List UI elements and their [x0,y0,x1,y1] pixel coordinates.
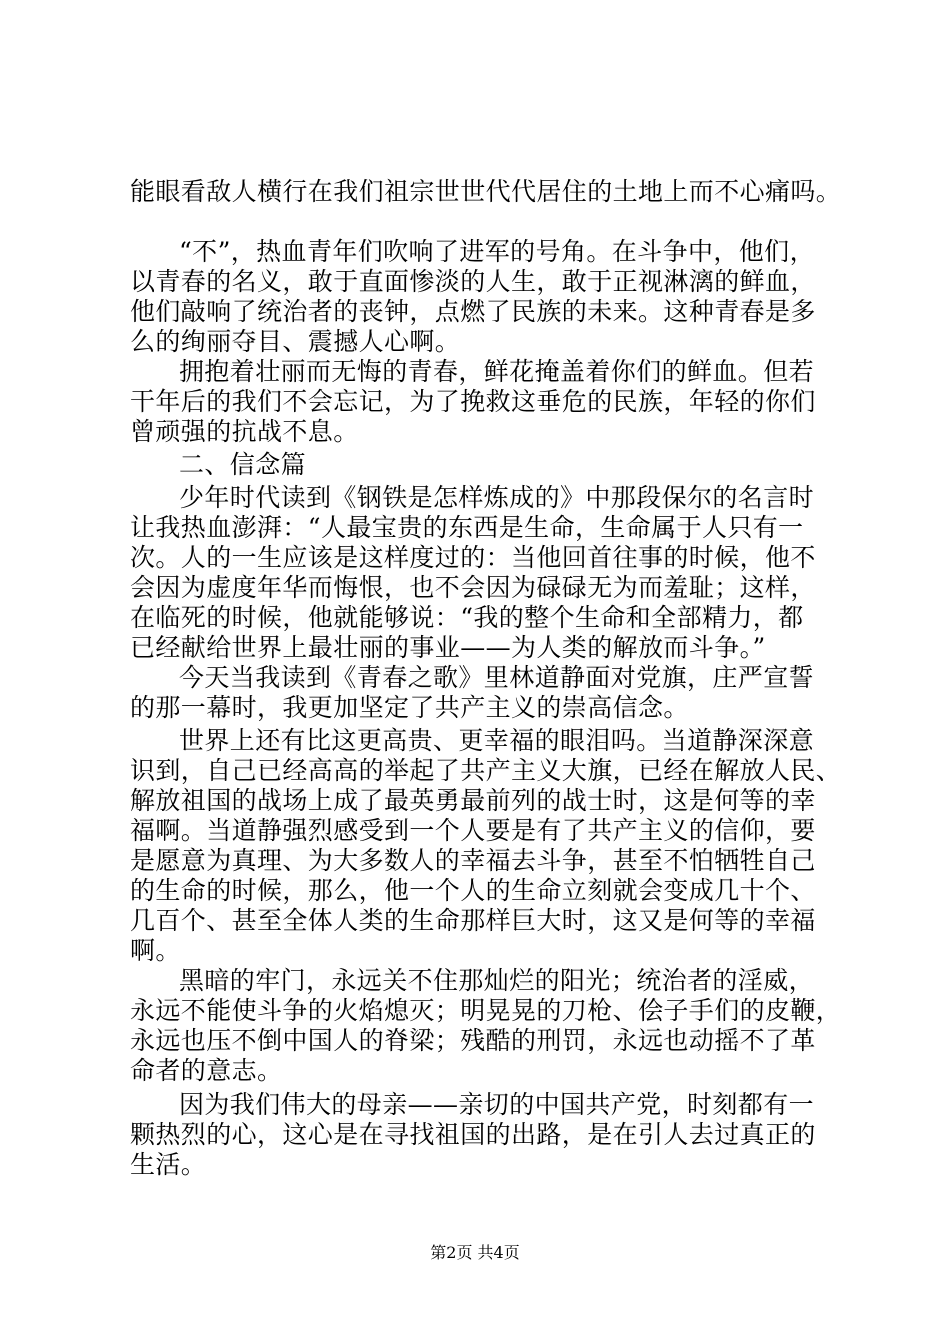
text-line: 会因为虚度年华而悔恨，也不会因为碌碌无为而羞耻；这样， [130,573,816,602]
text-line: 以青春的名义，敢于直面惨淡的人生，敢于正视淋漓的鲜血， [130,267,816,296]
text-line: 曾顽强的抗战不息。 [130,417,359,446]
text-line: 永远也压不倒中国人的脊梁；残酷的刑罚，永远也动摇不了革 [130,1026,816,1055]
text-line: 在临死的时候，他就能够说：“我的整个生命和全部精力，都 [130,603,804,632]
text-line: 生活。 [130,1150,207,1179]
text-line: 因为我们伟大的母亲——亲切的中国共产党，时刻都有一 [179,1090,815,1119]
text-line: 的那一幕时，我更加坚定了共产主义的崇高信念。 [130,693,689,722]
text-line: 识到，自己已经高高的举起了共产主义大旗，已经在解放人民、 [130,756,842,785]
text-line: 几百个、甚至全体人类的生命那样巨大时，这又是何等的幸福 [130,906,816,935]
text-line: 他们敲响了统治者的丧钟，点燃了民族的未来。这种青春是多 [130,297,816,326]
text-line: “不”，热血青年们吹响了进军的号角。在斗争中，他们， [179,237,815,266]
text-line: 世界上还有比这更高贵、更幸福的眼泪吗。当道静深深意 [179,726,815,755]
page-footer: 第2页 共4页 [430,1243,520,1262]
text-line: 么的绚丽夺目、震撼人心啊。 [130,327,461,356]
text-line: 干年后的我们不会忘记，为了挽救这垂危的民族，年轻的你们 [130,387,816,416]
text-line: 拥抱着壮丽而无悔的青春，鲜花掩盖着你们的鲜血。但若 [179,357,815,386]
text-line: 少年时代读到《钢铁是怎样炼成的》中那段保尔的名言时 [179,483,815,512]
text-line: 解放祖国的战场上成了最英勇最前列的战士时，这是何等的幸 [130,786,816,815]
text-line: 的生命的时候，那么，他一个人的生命立刻就会变成几十个、 [130,876,816,905]
text-line: 今天当我读到《青春之歌》里林道静面对党旗，庄严宣誓 [179,663,815,692]
text-line: 二、信念篇 [179,450,307,479]
text-line: 能眼看敌人横行在我们祖宗世世代代居住的土地上而不心痛吗。 [130,177,842,206]
text-line: 次。人的一生应该是这样度过的：当他回首往事的时候，他不 [130,543,816,572]
text-line: 福啊。当道静强烈感受到一个人要是有了共产主义的信仰，要 [130,816,816,845]
text-line: 命者的意志。 [130,1056,283,1085]
text-line: 永远不能使斗争的火焰熄灭；明晃晃的刀枪、侩子手们的皮鞭， [130,996,842,1025]
text-line: 颗热烈的心，这心是在寻找祖国的出路，是在引人去过真正的 [130,1120,816,1149]
text-line: 啊。 [130,936,181,965]
text-line: 是愿意为真理、为大多数人的幸福去斗争，甚至不怕牺牲自己 [130,846,816,875]
text-line: 黑暗的牢门，永远关不住那灿烂的阳光；统治者的淫威， [179,966,815,995]
text-line: 已经献给世界上最壮丽的事业——为人类的解放而斗争。” [130,633,766,662]
text-line: 让我热血澎湃：“人最宝贵的东西是生命，生命属于人只有一 [130,513,804,542]
